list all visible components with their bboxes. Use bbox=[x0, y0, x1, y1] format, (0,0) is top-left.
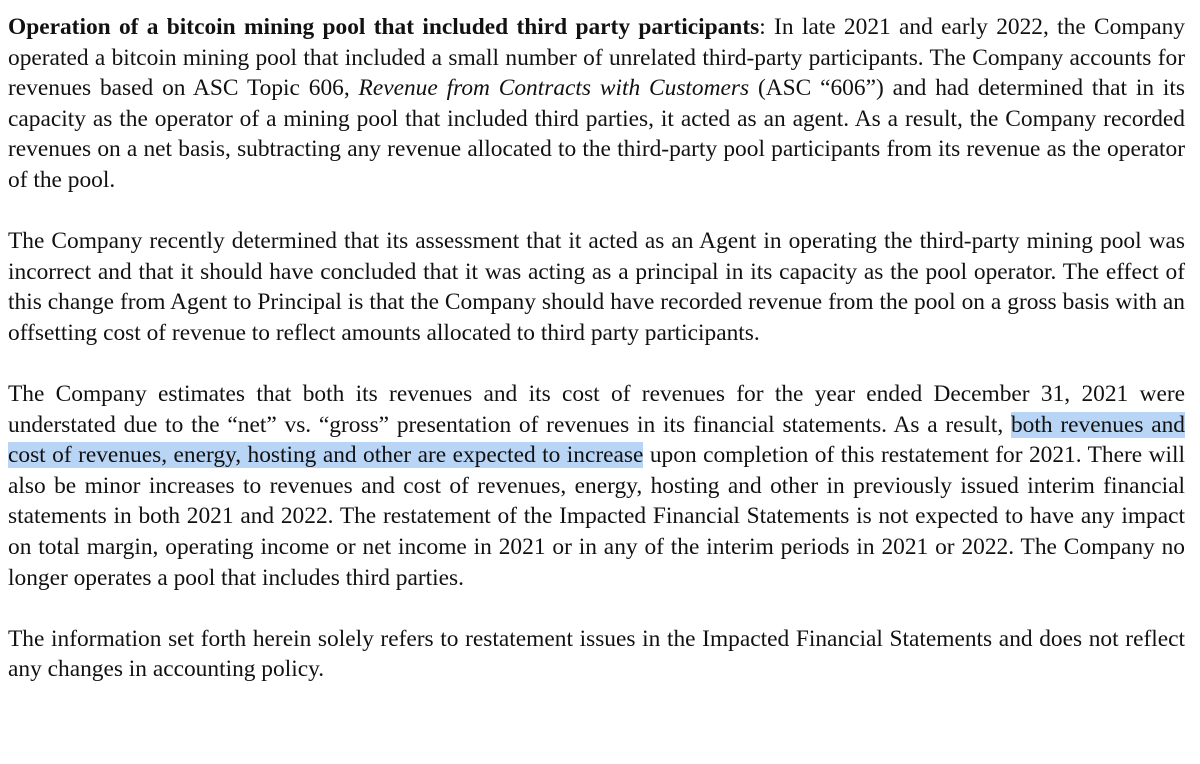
paragraph-information-scope bbox=[8, 624, 1185, 685]
selected-text-highlight[interactable]: both revenues and cost of revenues, energy, hosting and other are expected to increase bbox=[8, 411, 1185, 469]
paragraph-text: upon completion of this restatement for 2021. There will also be minor increases to revenues and cost of revenues, energy, hosting and other in previously issued interim financial statements in both 2021 and 2022. The restatement of the Impacted Financial Statements is not expected to have any impact on total margin, operating income or net income in 2021 or in any of the interim periods in 2021 or 2022. The Company no longer operates a pool that includes third parties. bbox=[8, 442, 1185, 591]
paragraph-text: The information set forth herein solely refers to restatement issues in the Impacted Financial Statements and does not reflect any changes in accounting policy. bbox=[8, 625, 1185, 683]
paragraph-text: The Company estimates that both its revenues and its cost of revenues for the year ended December 31, 2021 were understated due to the “net” vs. “gross” presentation of revenues in its financial statements. As a result, bbox=[8, 380, 1185, 438]
paragraph-text: The Company recently determined that its assessment that it acted as an Agent in operating the third-party mining pool was incorrect and that it should have concluded that it was acting as a principal in its capacity as the pool operator. The effect of this change from Agent to Principal is that the Company should have recorded revenue from the pool on a gross basis with an offsetting cost of revenue to reflect amounts allocated to third party participants. bbox=[8, 228, 1185, 346]
italic-standard-title: Revenue from Contracts with Customers bbox=[358, 75, 750, 102]
paragraph-mining-pool-operation bbox=[8, 12, 1185, 196]
paragraph-agent-principal bbox=[8, 226, 1185, 348]
paragraph-text: : In late 2021 and early 2022, the Company operated a bitcoin mining pool that included a small number of unrelated third-party participants. The Company accounts for revenues based on ASC Topic 606, bbox=[8, 14, 1185, 102]
paragraph-text: (ASC “606”) and had determined that in its capacity as the operator of a mining pool that included third parties, it acted as an agent. As a result, the Company recorded revenues on a net basis, subtracting any revenue allocated to the third-party pool participants from its revenue as the operator of the pool. bbox=[8, 75, 1185, 193]
paragraph-restatement-estimate bbox=[8, 379, 1185, 593]
paragraph-heading: Operation of a bitcoin mining pool that included third party participants bbox=[8, 14, 760, 40]
document-body bbox=[8, 12, 1185, 685]
